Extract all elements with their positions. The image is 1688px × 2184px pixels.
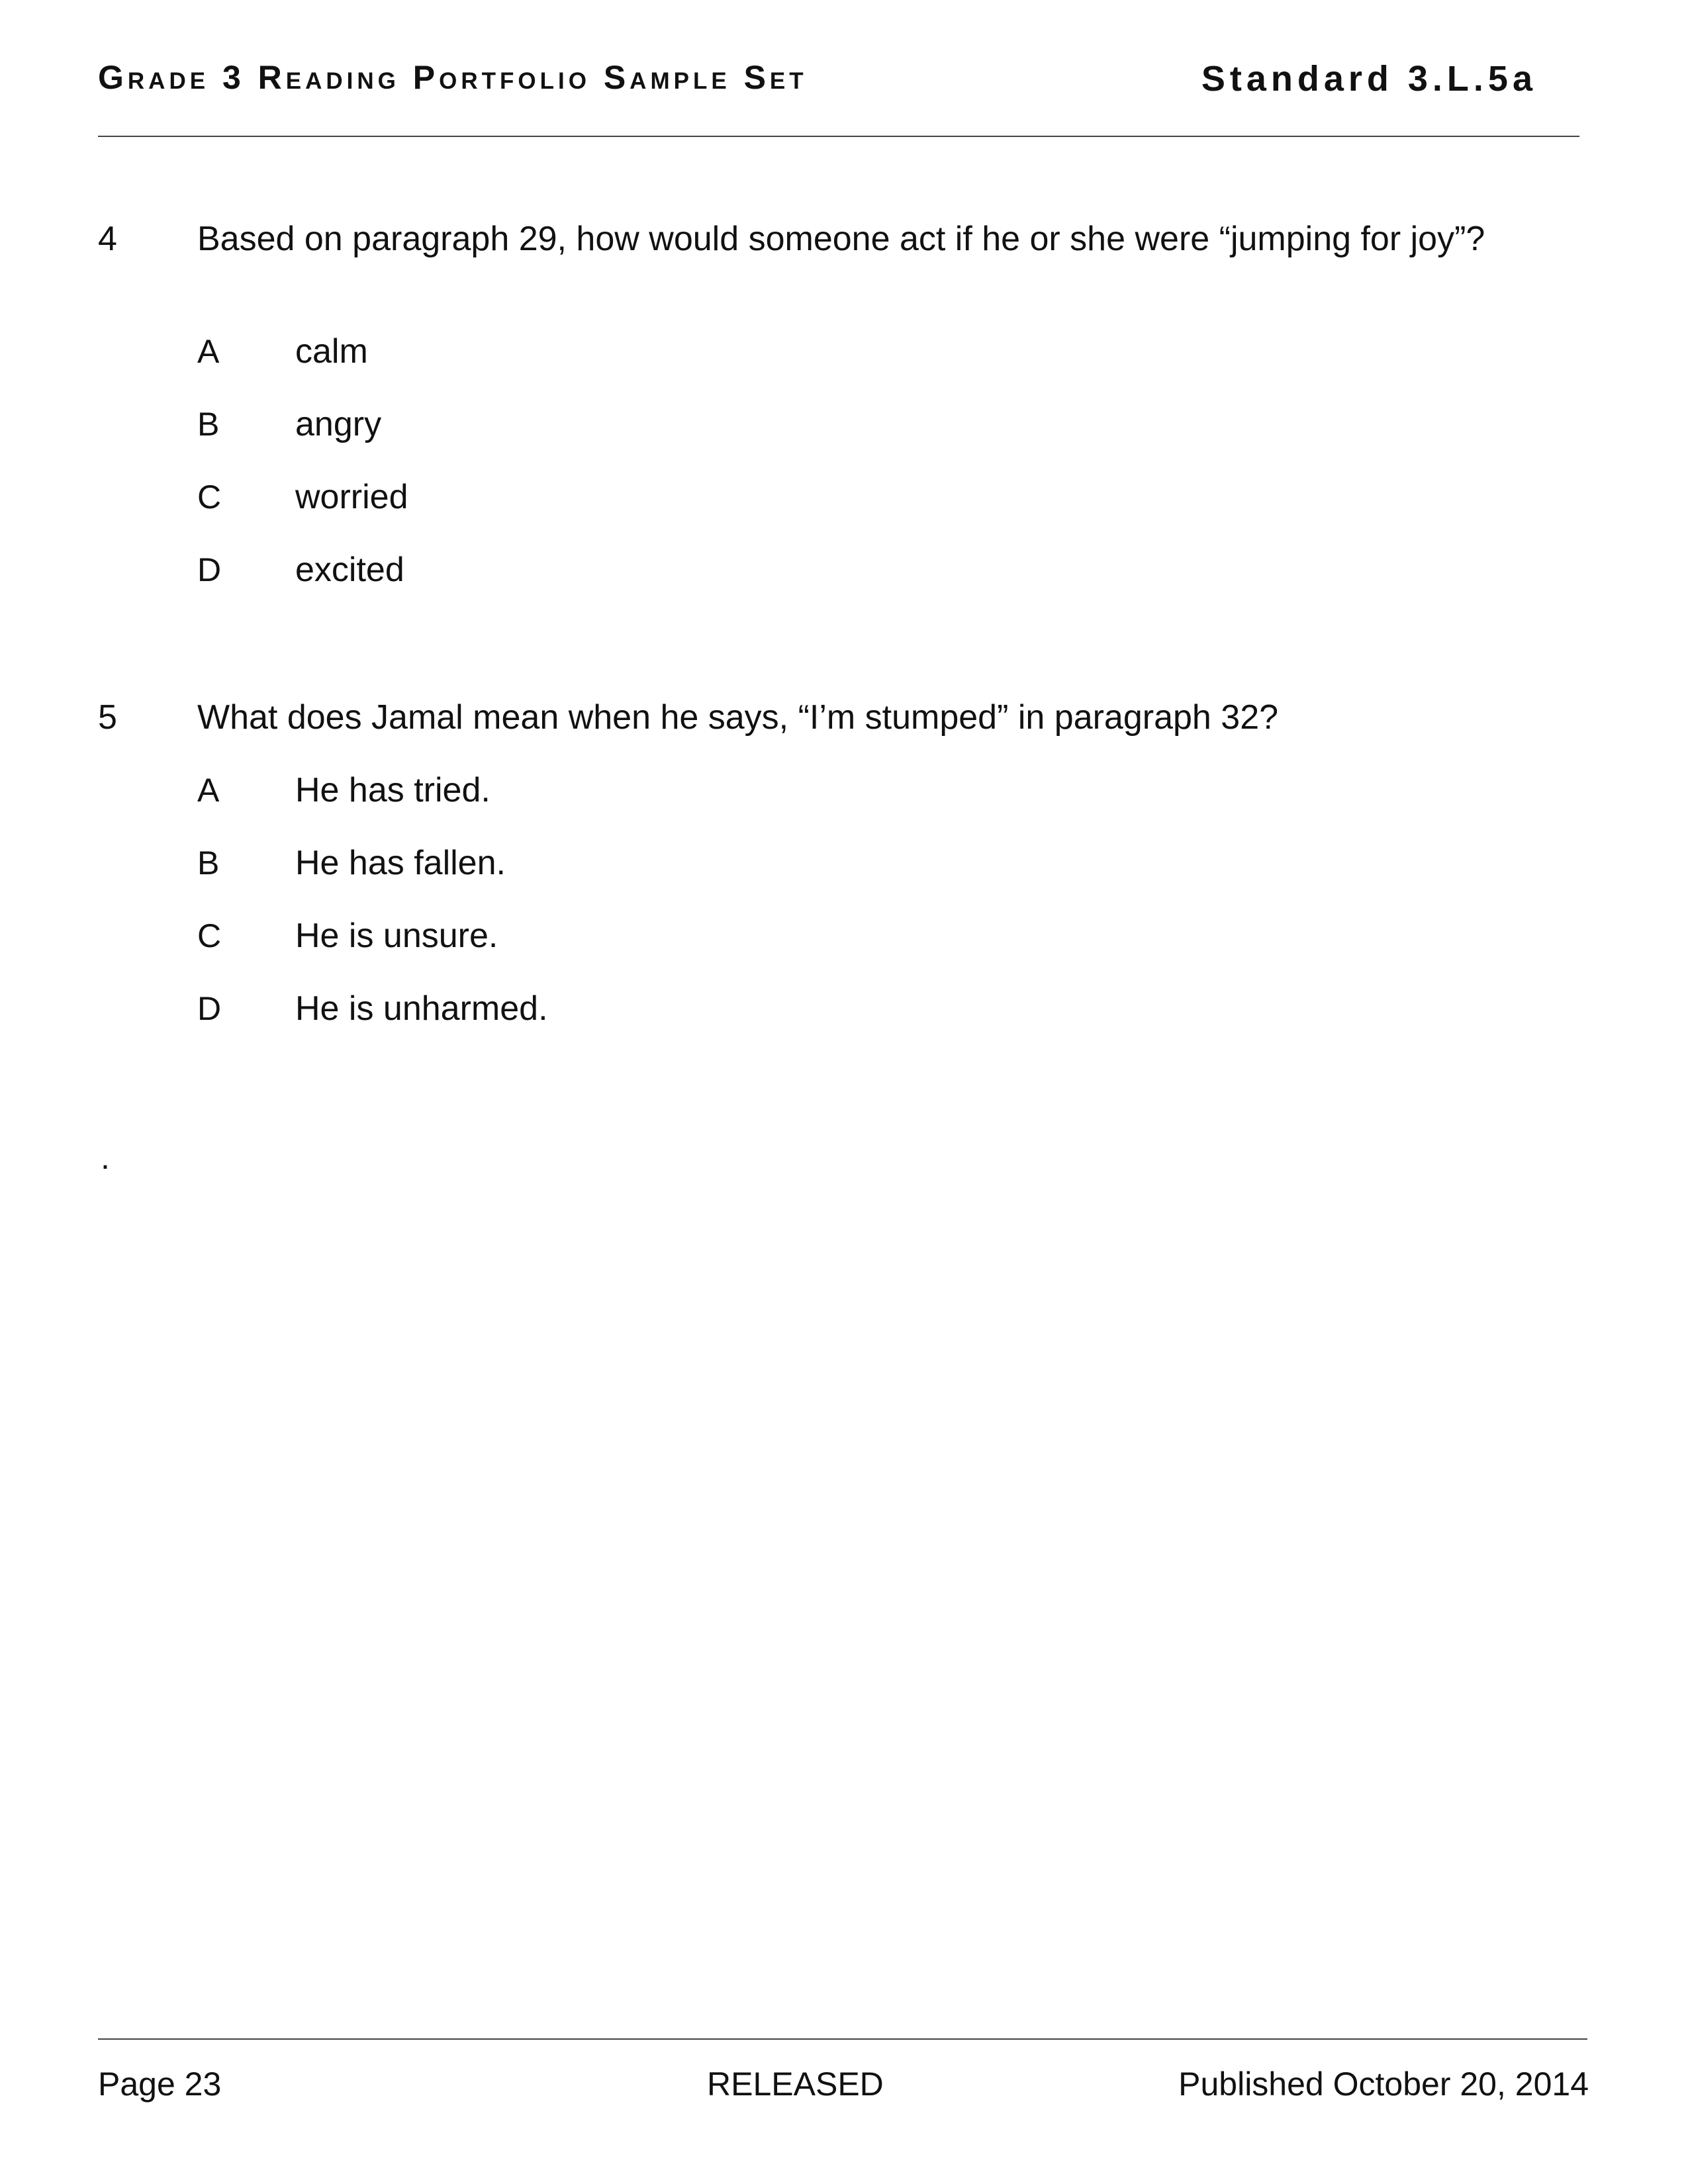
option-d[interactable] <box>197 549 1389 590</box>
question-number: 4 <box>98 220 117 258</box>
option-letter: C <box>197 917 222 954</box>
option-text: angry <box>295 405 382 443</box>
option-letter: B <box>197 844 220 882</box>
question-4 <box>98 218 1581 615</box>
question-stem: What does Jamal mean when he says, “I’m stumped” in paragraph 32? <box>197 698 1279 737</box>
option-text: He has fallen. <box>295 844 506 882</box>
option-letter: A <box>197 333 220 370</box>
option-d[interactable] <box>197 988 1389 1029</box>
option-c[interactable] <box>197 477 1389 518</box>
option-text: calm <box>295 332 368 371</box>
stray-period: . <box>101 1139 110 1176</box>
option-letter: A <box>197 772 220 809</box>
option-letter: D <box>197 990 222 1027</box>
option-b[interactable] <box>197 842 1389 884</box>
release-status: RELEASED <box>707 2066 884 2103</box>
option-text: He is unsure. <box>295 917 498 955</box>
question-5 <box>98 697 1581 1068</box>
question-stem: Based on paragraph 29, how would someone act if he or she were “jumping for joy”? <box>197 220 1485 258</box>
option-text: He has tried. <box>295 771 491 809</box>
option-a[interactable] <box>197 770 1389 811</box>
option-text: excited <box>295 551 404 589</box>
option-b[interactable] <box>197 404 1389 445</box>
question-number: 5 <box>98 698 117 737</box>
document-title: Grade 3 Reading Portfolio Sample Set <box>98 59 808 96</box>
footer-divider <box>98 2038 1587 2040</box>
page-number: Page 23 <box>98 2066 222 2103</box>
option-text: worried <box>295 478 408 516</box>
option-letter: D <box>197 551 222 588</box>
option-letter: B <box>197 406 220 443</box>
option-letter: C <box>197 478 222 516</box>
header-divider <box>98 136 1579 137</box>
option-text: He is unharmed. <box>295 989 548 1028</box>
publish-date: Published October 20, 2014 <box>1178 2066 1589 2103</box>
option-c[interactable] <box>197 915 1389 956</box>
standard-label: Standard 3.L.5a <box>1201 59 1537 99</box>
option-a[interactable] <box>197 331 1389 372</box>
